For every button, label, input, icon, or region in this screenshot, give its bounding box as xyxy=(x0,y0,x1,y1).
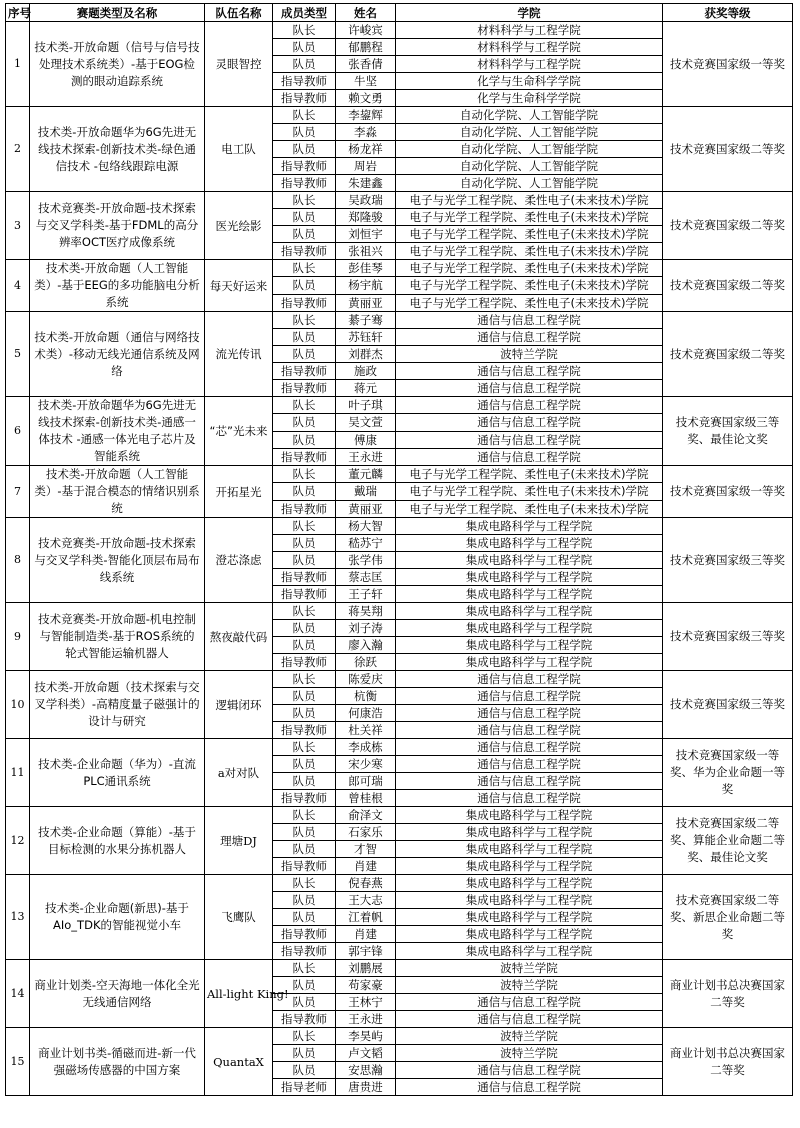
member-college: 通信与信息工程学院 xyxy=(396,688,663,705)
member-college: 通信与信息工程学院 xyxy=(396,1011,663,1028)
member-role: 指导教师 xyxy=(273,943,336,960)
entry-number: 13 xyxy=(6,875,30,960)
table-row xyxy=(6,192,793,209)
member-name: 吴文萱 xyxy=(336,414,396,431)
member-name: 吴政瑞 xyxy=(336,192,396,209)
member-role: 队长 xyxy=(273,312,336,329)
member-role: 指导教师 xyxy=(273,722,336,739)
award-level: 技术竞赛国家级三等奖、最佳论文奖 xyxy=(663,397,793,466)
member-college: 集成电路科学与工程学院 xyxy=(396,603,663,620)
member-role: 指导教师 xyxy=(273,500,336,517)
member-college: 材料科学与工程学院 xyxy=(396,22,663,39)
member-college: 电子与光学工程学院、柔性电子(未来技术)学院 xyxy=(396,209,663,226)
member-role: 指导教师 xyxy=(273,926,336,943)
member-college: 电子与光学工程学院、柔性电子(未来技术)学院 xyxy=(396,277,663,294)
team-name: 流光传讯 xyxy=(205,312,273,397)
member-role: 队员 xyxy=(273,1045,336,1062)
member-role: 指导教师 xyxy=(273,175,336,192)
member-college: 通信与信息工程学院 xyxy=(396,448,663,465)
award-level: 技术竞赛国家级三等奖 xyxy=(663,603,793,671)
team-name: 医光绘影 xyxy=(205,192,273,260)
award-level: 技术竞赛国家级一等奖 xyxy=(663,22,793,107)
entry-title: 技术竞赛类-开放命题-技术探索与交叉学科类-基于FDML的高分辨率OCT医疗成像系统 xyxy=(30,192,205,260)
member-name: 黄丽亚 xyxy=(336,500,396,517)
member-name: 王子轩 xyxy=(336,586,396,603)
member-college: 通信与信息工程学院 xyxy=(396,1062,663,1079)
member-name: 杨大智 xyxy=(336,518,396,535)
member-role: 队员 xyxy=(273,124,336,141)
entry-number: 3 xyxy=(6,192,30,260)
team-name: 每天好运来 xyxy=(205,260,273,312)
member-role: 队长 xyxy=(273,466,336,483)
table-row xyxy=(6,312,793,329)
member-name: 朱建鑫 xyxy=(336,175,396,192)
member-college: 集成电路科学与工程学院 xyxy=(396,637,663,654)
member-college: 通信与信息工程学院 xyxy=(396,1079,663,1096)
member-role: 队员 xyxy=(273,483,336,500)
award-level: 技术竞赛国家级二等奖 xyxy=(663,192,793,260)
table-body xyxy=(6,22,793,1096)
member-role: 队员 xyxy=(273,994,336,1011)
table-row xyxy=(6,107,793,124)
member-role: 队员 xyxy=(273,705,336,722)
member-college: 集成电路科学与工程学院 xyxy=(396,909,663,926)
award-level: 技术竞赛国家级二等奖 xyxy=(663,312,793,397)
member-name: 赖文勇 xyxy=(336,90,396,107)
member-role: 队长 xyxy=(273,260,336,277)
member-name: 叶子琪 xyxy=(336,397,396,414)
member-college: 集成电路科学与工程学院 xyxy=(396,535,663,552)
member-role: 队员 xyxy=(273,431,336,448)
member-college: 波特兰学院 xyxy=(396,346,663,363)
member-college: 集成电路科学与工程学院 xyxy=(396,552,663,569)
member-name: 黄丽亚 xyxy=(336,294,396,311)
member-name: 彭佳琴 xyxy=(336,260,396,277)
member-college: 自动化学院、人工智能学院 xyxy=(396,175,663,192)
member-name: 俞泽文 xyxy=(336,807,396,824)
member-name: 刘鹏展 xyxy=(336,960,396,977)
award-level: 技术竞赛国家级一等奖、华为企业命题一等奖 xyxy=(663,739,793,807)
entry-title: 技术类-开放命题（技术探索与交叉学科类）-高精度量子磁强计的设计与研究 xyxy=(30,671,205,739)
table-row xyxy=(6,739,793,756)
member-role: 队长 xyxy=(273,603,336,620)
member-role: 队员 xyxy=(273,620,336,637)
award-level: 技术竞赛国家级三等奖 xyxy=(663,671,793,739)
entry-title: 商业计划书类-循磁而进-新一代强磁场传感器的中国方案 xyxy=(30,1028,205,1096)
member-name: 王林宁 xyxy=(336,994,396,1011)
member-name: 施政 xyxy=(336,363,396,380)
member-role: 队长 xyxy=(273,518,336,535)
member-name: 杨龙祥 xyxy=(336,141,396,158)
entry-number: 14 xyxy=(6,960,30,1028)
member-role: 队长 xyxy=(273,671,336,688)
member-college: 电子与光学工程学院、柔性电子(未来技术)学院 xyxy=(396,500,663,517)
member-name: 张祖兴 xyxy=(336,243,396,260)
member-name: 曾桂根 xyxy=(336,790,396,807)
member-role: 指导老师 xyxy=(273,1079,336,1096)
member-college: 电子与光学工程学院、柔性电子(未来技术)学院 xyxy=(396,226,663,243)
member-college: 集成电路科学与工程学院 xyxy=(396,654,663,671)
member-name: 陈爱庆 xyxy=(336,671,396,688)
entry-number: 5 xyxy=(6,312,30,397)
member-role: 队员 xyxy=(273,141,336,158)
table-row xyxy=(6,22,793,39)
entry-title: 技术类-开放命题华为6G先进无线技术探索-创新技术类-绿色通信技术 -包络线跟踪电源 xyxy=(30,107,205,192)
member-name: 宋少寒 xyxy=(336,756,396,773)
member-college: 通信与信息工程学院 xyxy=(396,756,663,773)
award-level: 商业计划书总决赛国家二等奖 xyxy=(663,960,793,1028)
member-role: 队员 xyxy=(273,277,336,294)
award-level: 技术竞赛国家级二等奖、算能企业命题二等奖、最佳论文奖 xyxy=(663,807,793,875)
table-row xyxy=(6,1028,793,1045)
team-name: 灵眼智控 xyxy=(205,22,273,107)
table-row xyxy=(6,671,793,688)
member-college: 自动化学院、人工智能学院 xyxy=(396,107,663,124)
member-role: 队员 xyxy=(273,756,336,773)
member-name: 苟家豪 xyxy=(336,977,396,994)
member-role: 队长 xyxy=(273,22,336,39)
member-role: 队员 xyxy=(273,226,336,243)
entry-title: 技术类-开放命题华为6G先进无线技术探索-创新技术类-通感一体技术 -通感一体光电子芯片及智能系统 xyxy=(30,397,205,466)
member-name: 唐贵进 xyxy=(336,1079,396,1096)
member-name: 徐跃 xyxy=(336,654,396,671)
member-role: 队员 xyxy=(273,892,336,909)
member-college: 通信与信息工程学院 xyxy=(396,722,663,739)
entry-number: 2 xyxy=(6,107,30,192)
member-college: 集成电路科学与工程学院 xyxy=(396,807,663,824)
member-college: 通信与信息工程学院 xyxy=(396,414,663,431)
entry-number: 7 xyxy=(6,466,30,518)
entry-title: 技术类-开放命题（通信与网络技术类）-移动无线光通信系统及网络 xyxy=(30,312,205,397)
entry-title: 技术类-开放命题（人工智能类）-基于EEG的多功能脑电分析系统 xyxy=(30,260,205,312)
entry-title: 技术类-企业命题(新思)-基于AIo_TDK的智能视觉小车 xyxy=(30,875,205,960)
table-row xyxy=(6,875,793,892)
entry-number: 6 xyxy=(6,397,30,466)
award-level: 商业计划书总决赛国家二等奖 xyxy=(663,1028,793,1096)
member-name: 廖入瀚 xyxy=(336,637,396,654)
team-name: All-light King! xyxy=(205,960,273,1028)
member-college: 集成电路科学与工程学院 xyxy=(396,858,663,875)
entry-title: 技术类-开放命题（信号与信号技处理技术系统类）-基于EOG检测的眼动追踪系统 xyxy=(30,22,205,107)
team-name: QuantaX xyxy=(205,1028,273,1096)
member-role: 队员 xyxy=(273,56,336,73)
member-college: 电子与光学工程学院、柔性电子(未来技术)学院 xyxy=(396,192,663,209)
awards-table xyxy=(5,3,793,1096)
award-level: 技术竞赛国家级二等奖 xyxy=(663,107,793,192)
member-role: 指导教师 xyxy=(273,294,336,311)
member-college: 通信与信息工程学院 xyxy=(396,329,663,346)
member-role: 队长 xyxy=(273,1028,336,1045)
member-name: 苏钰轩 xyxy=(336,329,396,346)
table-row xyxy=(6,518,793,535)
member-role: 指导教师 xyxy=(273,569,336,586)
member-college: 集成电路科学与工程学院 xyxy=(396,943,663,960)
member-name: 石家乐 xyxy=(336,824,396,841)
member-college: 通信与信息工程学院 xyxy=(396,773,663,790)
header-role: 成员类型 xyxy=(273,4,336,22)
member-name: 杭衡 xyxy=(336,688,396,705)
award-level: 技术竞赛国家级二等奖、新思企业命题二等奖 xyxy=(663,875,793,960)
member-role: 队员 xyxy=(273,824,336,841)
team-name: “芯”光未来 xyxy=(205,397,273,466)
member-role: 队员 xyxy=(273,414,336,431)
entry-number: 12 xyxy=(6,807,30,875)
member-name: 李淼 xyxy=(336,124,396,141)
entry-title: 技术类-开放命题（人工智能类）-基于混合模态的情绪识别系统 xyxy=(30,466,205,518)
member-name: 刘群杰 xyxy=(336,346,396,363)
header-row xyxy=(6,4,793,22)
member-name: 郑隆骏 xyxy=(336,209,396,226)
member-college: 自动化学院、人工智能学院 xyxy=(396,158,663,175)
member-college: 通信与信息工程学院 xyxy=(396,994,663,1011)
member-name: 刘恒宇 xyxy=(336,226,396,243)
member-college: 通信与信息工程学院 xyxy=(396,380,663,397)
member-name: 肖建 xyxy=(336,858,396,875)
header-name: 姓名 xyxy=(336,4,396,22)
entry-title: 技术竞赛类-开放命题-机电控制与智能制造类-基于ROS系统的轮式智能运输机器人 xyxy=(30,603,205,671)
table-row xyxy=(6,807,793,824)
member-college: 电子与光学工程学院、柔性电子(未来技术)学院 xyxy=(396,483,663,500)
member-name: 王永进 xyxy=(336,1011,396,1028)
member-name: 牛坚 xyxy=(336,73,396,90)
member-name: 江着帆 xyxy=(336,909,396,926)
member-role: 队员 xyxy=(273,637,336,654)
member-name: 王永进 xyxy=(336,448,396,465)
member-name: 卢文韬 xyxy=(336,1045,396,1062)
member-college: 材料科学与工程学院 xyxy=(396,39,663,56)
member-role: 队长 xyxy=(273,397,336,414)
entry-number: 1 xyxy=(6,22,30,107)
member-role: 指导教师 xyxy=(273,448,336,465)
member-college: 波特兰学院 xyxy=(396,1028,663,1045)
header-college: 学院 xyxy=(396,4,663,22)
member-name: 綦子骞 xyxy=(336,312,396,329)
member-role: 队员 xyxy=(273,909,336,926)
member-college: 自动化学院、人工智能学院 xyxy=(396,124,663,141)
member-name: 肖建 xyxy=(336,926,396,943)
award-level: 技术竞赛国家级二等奖 xyxy=(663,260,793,312)
member-role: 队员 xyxy=(273,773,336,790)
member-name: 周岩 xyxy=(336,158,396,175)
member-college: 波特兰学院 xyxy=(396,1045,663,1062)
member-role: 队员 xyxy=(273,552,336,569)
member-college: 集成电路科学与工程学院 xyxy=(396,518,663,535)
entry-number: 10 xyxy=(6,671,30,739)
member-college: 电子与光学工程学院、柔性电子(未来技术)学院 xyxy=(396,260,663,277)
member-name: 倪春燕 xyxy=(336,875,396,892)
header-award: 获奖等级 xyxy=(663,4,793,22)
member-role: 指导教师 xyxy=(273,380,336,397)
team-name: 理塘DJ xyxy=(205,807,273,875)
member-name: 才智 xyxy=(336,841,396,858)
member-role: 队员 xyxy=(273,977,336,994)
member-name: 许峻宾 xyxy=(336,22,396,39)
header-team: 队伍名称 xyxy=(205,4,273,22)
member-role: 队员 xyxy=(273,346,336,363)
member-college: 集成电路科学与工程学院 xyxy=(396,569,663,586)
member-name: 戴瑞 xyxy=(336,483,396,500)
member-name: 嵇苏宁 xyxy=(336,535,396,552)
entry-number: 11 xyxy=(6,739,30,807)
member-college: 电子与光学工程学院、柔性电子(未来技术)学院 xyxy=(396,466,663,483)
team-name: 澄芯涤虑 xyxy=(205,518,273,603)
member-college: 集成电路科学与工程学院 xyxy=(396,875,663,892)
team-name: 飞鹰队 xyxy=(205,875,273,960)
member-college: 通信与信息工程学院 xyxy=(396,739,663,756)
member-role: 指导教师 xyxy=(273,158,336,175)
member-college: 材料科学与工程学院 xyxy=(396,56,663,73)
member-college: 集成电路科学与工程学院 xyxy=(396,926,663,943)
entry-number: 9 xyxy=(6,603,30,671)
member-name: 张学伟 xyxy=(336,552,396,569)
member-college: 电子与光学工程学院、柔性电子(未来技术)学院 xyxy=(396,294,663,311)
entry-title: 技术类-企业命题（算能）-基于目标检测的水果分拣机器人 xyxy=(30,807,205,875)
member-name: 郭宇锋 xyxy=(336,943,396,960)
entry-number: 4 xyxy=(6,260,30,312)
member-role: 指导教师 xyxy=(273,858,336,875)
entry-title: 商业计划类-空天海地一体化全光无线通信网络 xyxy=(30,960,205,1028)
member-role: 队长 xyxy=(273,107,336,124)
member-college: 集成电路科学与工程学院 xyxy=(396,892,663,909)
member-college: 波特兰学院 xyxy=(396,977,663,994)
entry-title: 技术竞赛类-开放命题-技术探索与交叉学科类-智能化顶层布局布线系统 xyxy=(30,518,205,603)
member-college: 通信与信息工程学院 xyxy=(396,363,663,380)
team-name: 逻辑闭环 xyxy=(205,671,273,739)
team-name: 电工队 xyxy=(205,107,273,192)
entry-title: 技术类-企业命题（华为）-直流PLC通讯系统 xyxy=(30,739,205,807)
member-role: 队长 xyxy=(273,739,336,756)
table-row xyxy=(6,960,793,977)
member-name: 张香倩 xyxy=(336,56,396,73)
member-college: 通信与信息工程学院 xyxy=(396,397,663,414)
member-college: 电子与光学工程学院、柔性电子(未来技术)学院 xyxy=(396,243,663,260)
member-college: 波特兰学院 xyxy=(396,960,663,977)
table-row xyxy=(6,466,793,483)
member-name: 李昊屿 xyxy=(336,1028,396,1045)
member-name: 刘子涛 xyxy=(336,620,396,637)
member-role: 指导教师 xyxy=(273,73,336,90)
member-college: 集成电路科学与工程学院 xyxy=(396,824,663,841)
header-title: 赛题类型及名称 xyxy=(30,4,205,22)
team-name: a对对队 xyxy=(205,739,273,807)
member-college: 自动化学院、人工智能学院 xyxy=(396,141,663,158)
member-name: 李鋆辉 xyxy=(336,107,396,124)
award-level: 技术竞赛国家级三等奖 xyxy=(663,518,793,603)
member-role: 指导教师 xyxy=(273,654,336,671)
member-college: 集成电路科学与工程学院 xyxy=(396,620,663,637)
member-role: 指导教师 xyxy=(273,586,336,603)
member-name: 蒋昊翔 xyxy=(336,603,396,620)
team-name: 开拓星光 xyxy=(205,466,273,518)
member-name: 李成栋 xyxy=(336,739,396,756)
member-college: 通信与信息工程学院 xyxy=(396,431,663,448)
member-role: 指导教师 xyxy=(273,790,336,807)
entry-number: 15 xyxy=(6,1028,30,1096)
member-role: 队长 xyxy=(273,960,336,977)
member-role: 队长 xyxy=(273,192,336,209)
member-role: 指导教师 xyxy=(273,1011,336,1028)
entry-number: 8 xyxy=(6,518,30,603)
member-college: 通信与信息工程学院 xyxy=(396,671,663,688)
table-row xyxy=(6,603,793,620)
member-role: 队长 xyxy=(273,807,336,824)
member-name: 何康浩 xyxy=(336,705,396,722)
member-role: 队员 xyxy=(273,841,336,858)
member-college: 化学与生命科学学院 xyxy=(396,73,663,90)
member-name: 傅康 xyxy=(336,431,396,448)
member-role: 指导教师 xyxy=(273,243,336,260)
member-role: 队员 xyxy=(273,688,336,705)
member-role: 指导教师 xyxy=(273,363,336,380)
member-role: 队长 xyxy=(273,875,336,892)
member-name: 蒋元 xyxy=(336,380,396,397)
member-name: 蔡志匡 xyxy=(336,569,396,586)
header-no: 序号 xyxy=(6,4,30,22)
member-college: 通信与信息工程学院 xyxy=(396,312,663,329)
member-college: 通信与信息工程学院 xyxy=(396,705,663,722)
member-college: 通信与信息工程学院 xyxy=(396,790,663,807)
member-role: 指导教师 xyxy=(273,90,336,107)
member-role: 队员 xyxy=(273,329,336,346)
table-row xyxy=(6,397,793,414)
member-name: 郎可瑞 xyxy=(336,773,396,790)
member-college: 集成电路科学与工程学院 xyxy=(396,841,663,858)
member-name: 郁鹏程 xyxy=(336,39,396,56)
member-name: 安思瀚 xyxy=(336,1062,396,1079)
member-name: 王大志 xyxy=(336,892,396,909)
member-role: 队员 xyxy=(273,209,336,226)
member-role: 队员 xyxy=(273,1062,336,1079)
team-name: 熬夜敲代码 xyxy=(205,603,273,671)
table-row xyxy=(6,260,793,277)
member-college: 化学与生命科学学院 xyxy=(396,90,663,107)
member-role: 队员 xyxy=(273,39,336,56)
member-college: 集成电路科学与工程学院 xyxy=(396,586,663,603)
member-name: 董元麟 xyxy=(336,466,396,483)
member-name: 杨宇航 xyxy=(336,277,396,294)
member-role: 队员 xyxy=(273,535,336,552)
award-level: 技术竞赛国家级一等奖 xyxy=(663,466,793,518)
member-name: 杜关祥 xyxy=(336,722,396,739)
